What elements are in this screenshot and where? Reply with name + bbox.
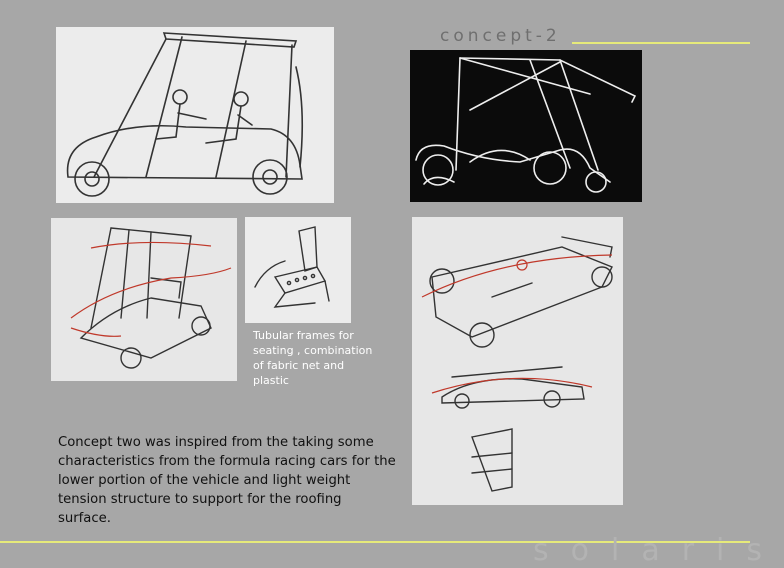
footer-brand: solaris	[533, 533, 784, 568]
sketch-perspective-frame	[51, 218, 237, 381]
sketch-chair	[245, 217, 351, 323]
sketch-side-view	[56, 27, 334, 203]
sketch-formula-cars	[412, 217, 623, 505]
sketch-black-board	[410, 50, 642, 202]
concept-description: Concept two was inspired from the taking some characteristics from the formula racing cars for the lower portion of the vehicle and light weight tension structure to support for the roofing surface.	[58, 435, 396, 526]
title-underline	[572, 42, 750, 44]
page-title: concept-2	[440, 26, 561, 46]
seating-caption: Tubular frames for seating , combination of fabric net and plastic	[253, 329, 373, 387]
